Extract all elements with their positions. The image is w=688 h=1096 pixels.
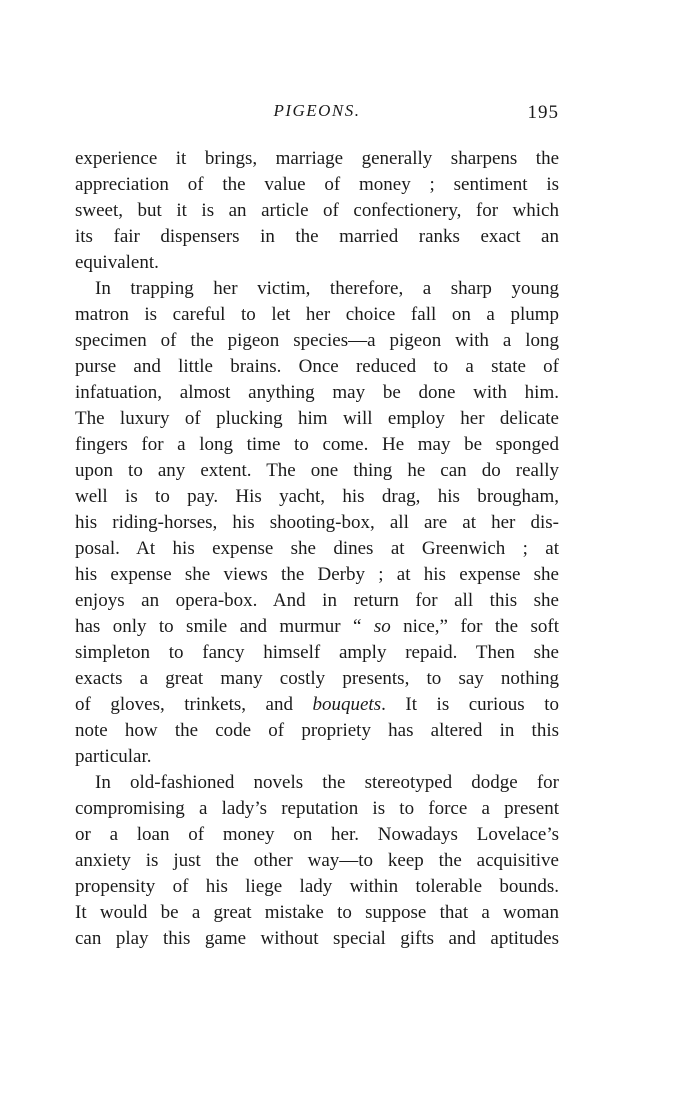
text-line [75, 614, 559, 640]
text-line: particular. [75, 746, 152, 767]
text-line: its fair dispensers in the married ranks exact an [75, 226, 559, 247]
text-segment: of gloves, trinkets, and [75, 694, 313, 715]
text-line: or a loan of money on her. Nowadays Lovelace’s [75, 824, 559, 845]
page-number: 195 [527, 102, 559, 123]
text-line: his riding-horses, his shooting-box, all are at her dis- [75, 512, 559, 533]
italic-text: bouquets [312, 694, 382, 715]
text-line: sweet, but it is an article of confectionery, for which [75, 200, 559, 221]
text-block [75, 101, 559, 952]
text-line: note how the code of propriety has altered in this [75, 720, 559, 741]
text-line: equivalent. [75, 252, 159, 273]
text-segment: has only to smile and murmur “ [75, 616, 374, 637]
text-line: simpleton to fancy himself amply repaid. Then she [75, 642, 559, 663]
text-line: his expense she views the Derby ; at his expense she [75, 564, 559, 585]
text-line: The luxury of plucking him will employ her delicate [75, 408, 559, 429]
running-title: PIGEONS. [273, 101, 361, 120]
text-line [75, 692, 559, 718]
page-header [75, 101, 559, 125]
text-line: specimen of the pigeon species—a pigeon with a long [75, 330, 559, 351]
text-segment: nice,” for the soft [390, 616, 559, 637]
text-line: can play this game without special gifts and aptitudes [75, 928, 559, 949]
text-line: posal. At his expense she dines at Greenwich ; at [75, 538, 559, 559]
text-line: exacts a great many costly presents, to say nothing [75, 668, 559, 689]
text-line: compromising a lady’s reputation is to force a present [75, 798, 559, 819]
text-line: fingers for a long time to come. He may be sponged [75, 434, 559, 455]
text-line: matron is careful to let her choice fall on a plump [75, 304, 559, 325]
text-line: propensity of his liege lady within tolerable bounds. [75, 876, 559, 897]
text-line: appreciation of the value of money ; sentiment is [75, 174, 559, 195]
page-body [75, 146, 559, 952]
text-line: In trapping her victim, therefore, a sharp young [95, 278, 559, 299]
text-line: anxiety is just the other way—to keep the acquisitive [75, 850, 559, 871]
text-line: upon to any extent. The one thing he can do really [75, 460, 559, 481]
text-line: It would be a great mistake to suppose that a woman [75, 902, 559, 923]
text-line: In old-fashioned novels the stereotyped dodge for [95, 772, 559, 793]
text-line: experience it brings, marriage generally sharpens the [75, 148, 559, 169]
text-line: infatuation, almost anything may be done with him. [75, 382, 559, 403]
text-segment: . It is curious to [381, 694, 559, 715]
text-line: purse and little brains. Once reduced to a state of [75, 356, 559, 377]
text-line: well is to pay. His yacht, his drag, his brougham, [75, 486, 559, 507]
text-line: enjoys an opera-box. And in return for all this she [75, 590, 559, 611]
italic-text: so [373, 616, 391, 637]
